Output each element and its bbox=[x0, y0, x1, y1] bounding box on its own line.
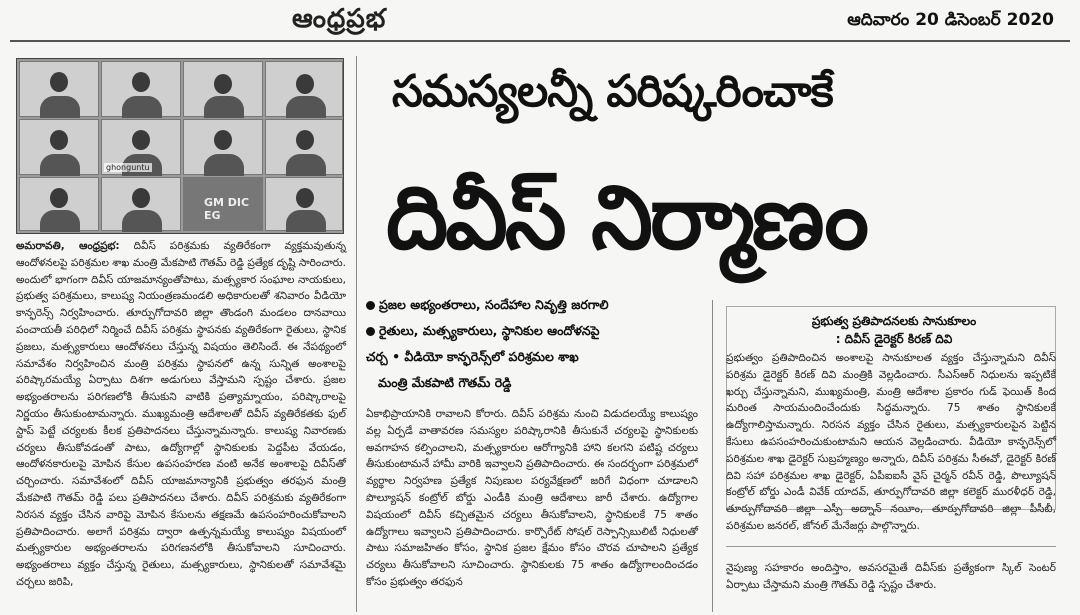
masthead bbox=[0, 0, 1080, 46]
participant-tile bbox=[19, 177, 99, 231]
bullet-icon bbox=[366, 301, 375, 310]
participant-tile bbox=[101, 119, 181, 175]
bullet-icon bbox=[366, 327, 375, 336]
participant-tile bbox=[183, 61, 263, 117]
participant-tile bbox=[101, 61, 181, 117]
article-text: ప్రభుత్వం ప్రతిపాదించిన అంశాలపై సానుకూలత వ్యక్తం చేస్తున్నామని దివీస్ పరిశ్రమ డైరెక్టర్ కిరణ్ దివి మంత్రికి వెల్లడించారు. సీఎస్ఆర్ నిధులను ఇప్పటికే ఖర్చు చేస్తున్నామని, ముఖ్యమంత్రి, మంత్రి ఆదేశాల ప్రకారం గుడ్ ఫెయిత్ కింద మరింత సాయమందించేందుకు సిద్ధమన్నారు. 75 శాతం స్థానికులకే ఉద్యోగాలిస్తామన్నారు. నిరసన వ్యక్తం చేసిన రైతులు, మత్స్యకారులపైన పెట్టిన కేసులు ఉపసంహరించుకుంటామని ఆయన వెల్లడించారు. వీడియో కాన్ఫరెన్స్‌లో పరిశ్రమల శాఖ డైరెక్టర్ సుబ్రహ్మణ్యం అన్నారు, దివీస్ పరిశ్రమ సీఈవో, డైరెక్టర్ కిరణ్ దివి సహా పరిశ్రమల శాఖ డైరెక్టర్, ఏపీఐఐసీ వైస్ చైర్మన్ రవీన్ రెడ్డి, పొల్యూషన్ కంట్రోల్ బోర్డు ఎండీ వివేక్ యాదవ్, తూర్పుగోదావరి జిల్లా కలెక్టర్ మురళీధర్ రెడ్డి, తూర్పుగోదావరి జిల్లా ఎస్పీ అద్నాన్ నయీం, తూర్పుగోదావరి జిల్లా పీసీబీ, పరిశ్రమల జనరల్, జోనల్ మేనేజర్లు పాల్గొన్నారు. bbox=[726, 352, 1056, 532]
article-text: ఏకాభిప్రాయానికి రావాలని కోరారు. దివీస్ పరిశ్రమ నుంచి విడుదలయ్యే కాలుష్యం వల్ల ఏర్పడే వాతావరణ సమస్యల పరిష్కారానికి తీసుకునే చర్యలపై స్థానికులకు అవగాహన కల్పించాలని, మత్స్యకారుల ఆరోగ్యానికి హాని కలగని పటిష్ట చర్యలు తీసుకుంటామనే హామీ వారికి ఇవ్వాలని ప్రతిపాదించారు. ఈ సందర్భంగా పరిశ్రమలో వ్యర్థాల నిర్వహణ ప్రత్యేక నిపుణుల పర్యవేక్షణలో జరిగే విధంగా చూడాలని పొల్యూషన్ కంట్రోల్ బోర్డు ఎండీకి మంత్రి ఆదేశాలు జారీ చేశారు. ఉద్యోగాల విషయంలో దివీస్ కచ్చితమైన చర్యలు తీసుకోవాలని, స్థానికులకే 75 శాతం ఉద్యోగాలు ఇవ్వాలని ప్రతిపాదించారు. కార్పొరేట్ సోషల్ రెస్పాన్సిబులిటీ నిధులతో పాటు సమాజహితం కోసం, స్థానిక ప్రజల క్షేమం కోసం చొరవ చూపాలని ప్రత్యేక చర్యలు తీసుకోవాలని సూచించారు. స్థానికులకు 75 శాతం ఉద్యోగాలందించడం కోసం ప్రభుత్వం తరఫున bbox=[366, 408, 698, 588]
masthead-rule bbox=[10, 40, 1070, 42]
section-divider bbox=[726, 546, 1056, 547]
video-conference-photo bbox=[16, 58, 344, 234]
newspaper-logo: ఆంధ్రప్రభ bbox=[292, 4, 387, 34]
headline-line-1: సమస్యలన్నీ పరిష్కరించాకే bbox=[392, 66, 833, 117]
participant-tile bbox=[19, 61, 99, 117]
article-body-right bbox=[726, 560, 1056, 610]
participant-tile bbox=[265, 119, 343, 175]
participant-tile bbox=[183, 177, 263, 231]
participant-tile bbox=[19, 119, 99, 175]
article-text: దివీస్ పరిశ్రమకు వ్యతిరేకంగా వ్యక్తమవుతున్న ఆందోళనలపై పరిశ్రమల శాఖ మంత్రి మేకపాటి గౌతమ్ రెడ్డి ప్రత్యేక దృష్టి సారించారు. అందులో భాగంగా దివీస్ యాజమాన్యంతోపాటు, మత్స్యకార సంఘాల నాయకులు, ప్రభుత్వ పరిశ్రమలు, కాలుష్య నియంత్రణమండలి అధికారులతో శనివారం వీడియో కాన్ఫరెన్స్ నిర్వహించారు. తూర్పుగోదావరి జిల్లా తొండంగి మండలం దానవాయి పంచాయతీ పరిధిలో నిర్మించే దివీస్ పరిశ్రమ స్థాపనకు వ్యతిరేకంగా రైతులు, స్థానిక ప్రజలు, మత్స్యకారులు ఆందోళనలు చేస్తున్న విషయం తెలిసిందే. ఈ నేపథ్యంలో సమావేశం నిర్వహించిన మంత్రి పరిశ్రమ స్థాపనలో ఉన్న సున్నిత అంశాలపై పరిష్కారమయ్యే ఏర్పాటు దిశగా అడుగులు వేస్తామని స్పష్టం చేశారు. ప్రజల అభ్యంతరాలను పరిగణలోకి తీసుకుని వాటికి ప్రత్యామ్నాయం, పరిష్కారాలపై నిర్ణయం తీసుకుంటామన్నారు. ముఖ్యమంత్రి ఆదేశాలతో దివీస్ వ్యతిరేకతకు ఫుల్ స్టాప్ పెట్టే చర్యలకు కీలక ప్రతిపాదనలు చేస్తున్నామన్నారు. కాలుష్య నివారణకు చర్యలు తీసుకోవడంతో పాటు, ఉద్యోగాల్లో స్థానికులకు పెద్దపీట వేయడం, ఆందోళనకారులపై మోపిన కేసుల ఉపసంహరణ వంటి అనేక అంశాలపై దివీస్‌తో చర్చించారు. సమావేశంలో దివీస్ యాజమాన్యానికి ప్రభుత్వం తరఫున మంత్రి మేకపాటి గౌతమ్ రెడ్డి పలు ప్రతిపాదనలు చేశారు. దివీస్ పరిశ్రమకు వ్యతిరేకంగా నిరసన వ్యక్తం చేసిన వారిపై మోపిన కేసులను తక్షణమే ఉపసంహరించుకోవాలని ప్రతిపాదించారు. అలాగే పరిశ్రమ ద్వారా ఉత్పన్నమయ్యే కాలుష్యం విషయంలో మత్స్యకారుల అభ్యంతరాలను పరిగణనలోకి తీసుకోవాలని సూచించారు. అభ్యంతరాలు వ్యక్తం చేస్తున్న రైతులు, మత్స్యకారులు, స్థానికులతో సమావేశమై చర్చలు జరిపి, bbox=[16, 240, 347, 588]
participant-tile bbox=[265, 177, 343, 231]
column-divider bbox=[712, 300, 713, 612]
article-text: నైపుణ్య సహకారం అందిస్తాం, అవసరమైతే దివీస్‌కు ప్రత్యేకంగా స్కిల్ సెంటర్ ఏర్పాటు చేస్తామని మంత్రి గౌతమ్ రెడ్డి స్పష్టం చేశారు. bbox=[726, 562, 1056, 591]
issue-date: ఆదివారం 20 డిసెంబర్ 2020 bbox=[847, 10, 1054, 30]
participant-tile bbox=[265, 61, 343, 117]
subhead-item: రైతులు, మత్స్యకారులు, స్థానికుల ఆందోళనపై bbox=[366, 318, 692, 344]
subhead-item: మంత్రి మేకపాటి గౌతమ్ రెడ్డి bbox=[378, 375, 512, 390]
dateline: అమరావతి, ఆంధ్రప్రభ: bbox=[16, 240, 120, 252]
sidebar-box-text bbox=[726, 350, 1056, 532]
subhead-item: చర్చ • వీడియో కాన్ఫరెన్స్‌లో పరిశ్రమల శాఖ bbox=[366, 349, 579, 364]
sidebar-box-title: ప్రభుత్వ ప్రతిపాదనలకు సానుకూలం : దివీస్ డైరెక్టర్ కిరణ్ దివి bbox=[811, 314, 977, 346]
subheads bbox=[366, 292, 692, 396]
headline-line-2: దివీస్ నిర్మాణం bbox=[386, 166, 866, 269]
column-divider bbox=[356, 56, 357, 612]
participant-name: GM DIC EG bbox=[204, 196, 250, 222]
participant-name: ghonguntu bbox=[106, 163, 150, 172]
article-body-middle bbox=[366, 406, 698, 610]
participant-tile bbox=[183, 119, 263, 175]
article-body-left bbox=[16, 238, 346, 610]
participant-tile bbox=[101, 177, 181, 231]
subhead-item: ప్రజల అభ్యంతరాలు, సందేహాల నివృత్తి జరగాలి bbox=[366, 292, 692, 318]
